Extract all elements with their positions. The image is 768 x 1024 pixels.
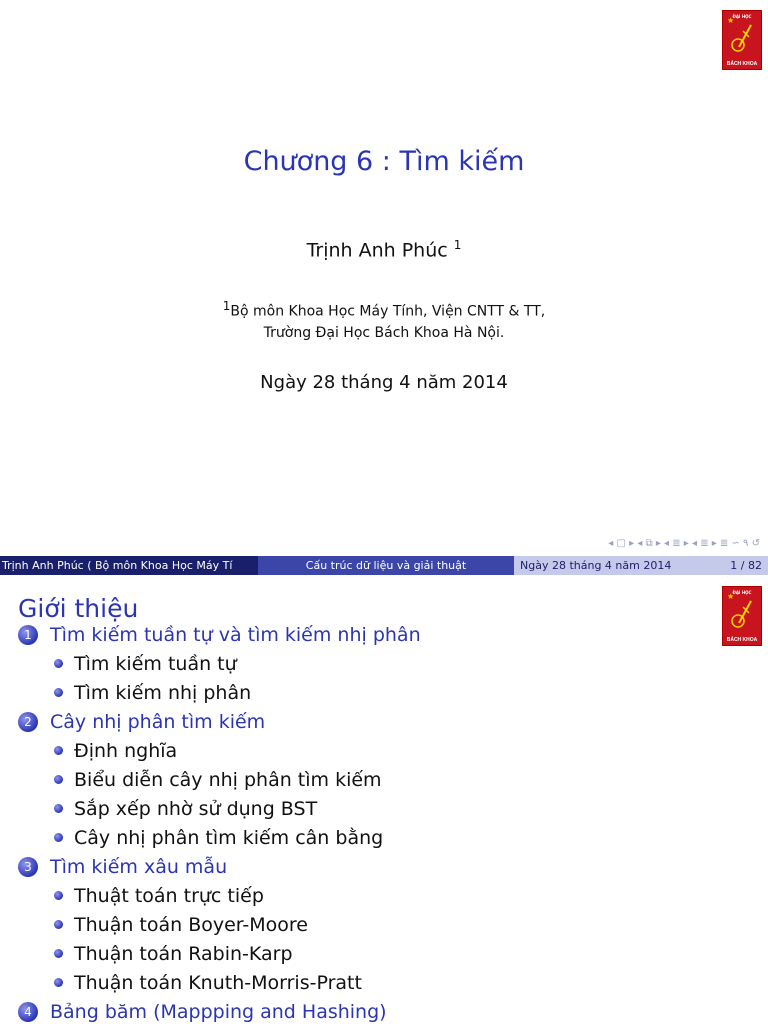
footer-date: Ngày 28 tháng 4 năm 2014	[520, 559, 672, 572]
toc-subsection[interactable]	[18, 910, 421, 939]
slide-title: Chương 6 : Tìm kiếm	[243, 146, 525, 177]
footer-page-number: 1 / 82	[730, 559, 762, 572]
section-number-badge: 2	[18, 712, 38, 732]
affiliation	[0, 296, 768, 344]
toc-subsection[interactable]	[18, 939, 421, 968]
author-footnote-mark: 1	[453, 238, 462, 252]
star-icon: ★	[727, 592, 735, 601]
footer-course: Cấu trúc dữ liệu và giải thuật	[258, 556, 514, 575]
toc-subsection[interactable]	[18, 794, 421, 823]
toc-section-1[interactable]	[18, 620, 421, 649]
subsection-title: Sắp xếp nhờ sử dụng BST	[74, 797, 318, 820]
toc-subsection[interactable]	[18, 678, 421, 707]
logo-university-text: ĐẠI HỌC	[732, 590, 752, 595]
bullet-icon	[54, 804, 63, 813]
subsection-title: Thuận toán Rabin-Karp	[74, 942, 293, 965]
bullet-icon	[54, 688, 63, 697]
toc-subsection[interactable]	[18, 823, 421, 852]
bullet-icon	[54, 746, 63, 755]
logo-name-text: BÁCH KHOA	[726, 637, 758, 643]
subsection-title: Biểu diễn cây nhị phân tìm kiếm	[74, 768, 382, 791]
affiliation-line-2: Trường Đại Học Bách Khoa Hà Nội.	[263, 324, 505, 341]
section-number-badge: 3	[18, 857, 38, 877]
torch-icon	[729, 23, 757, 57]
table-of-contents	[18, 620, 421, 1024]
affiliation-footnote-mark: 1	[222, 299, 231, 313]
footer-date-page	[514, 556, 768, 575]
subsection-title: Định nghĩa	[74, 739, 178, 762]
bullet-icon	[54, 920, 63, 929]
bullet-icon	[54, 775, 63, 784]
section-number-badge: 4	[18, 1002, 38, 1022]
bullet-icon	[54, 978, 63, 987]
subsection-title: Tìm kiếm nhị phân	[74, 681, 252, 704]
toc-section-2[interactable]	[18, 707, 421, 736]
frame-title: Giới thiệu	[18, 594, 139, 623]
outline-slide	[0, 578, 768, 1024]
author-line	[0, 238, 768, 261]
section-title: Tìm kiếm tuần tự và tìm kiếm nhị phân	[50, 623, 421, 646]
logo-name-text: BÁCH KHOA	[726, 61, 758, 67]
beamer-navigation-icons[interactable]: ◂ ▢ ▸ ◂ ⧉ ▸ ◂ ≣ ▸ ◂ ≣ ▸ ≣ ∽ ۹ ↺	[608, 538, 760, 549]
toc-section-4[interactable]	[18, 997, 421, 1024]
toc-subsection[interactable]	[18, 765, 421, 794]
university-logo	[722, 586, 762, 646]
bullet-icon	[54, 659, 63, 668]
subsection-title: Cây nhị phân tìm kiếm cân bằng	[74, 826, 384, 849]
subsection-title: Thuận toán Knuth-Morris-Pratt	[74, 971, 362, 994]
toc-subsection[interactable]	[18, 736, 421, 765]
bullet-icon	[54, 833, 63, 842]
section-number-badge: 1	[18, 625, 38, 645]
section-title: Cây nhị phân tìm kiếm	[50, 710, 266, 733]
toc-subsection[interactable]	[18, 649, 421, 678]
presentation-date: Ngày 28 tháng 4 năm 2014	[260, 372, 508, 393]
bullet-icon	[54, 891, 63, 900]
logo-university-text: ĐẠI HỌC	[732, 14, 752, 19]
toc-subsection[interactable]	[18, 881, 421, 910]
author-name: Trịnh Anh Phúc	[306, 239, 448, 262]
slide-footer	[0, 556, 768, 575]
affiliation-line-1: Bộ môn Khoa Học Máy Tính, Viện CNTT & TT,	[230, 303, 546, 320]
footer-author: Trịnh Anh Phúc ( Bộ môn Khoa Học Máy Tí	[0, 556, 258, 575]
toc-section-3[interactable]	[18, 852, 421, 881]
toc-subsection[interactable]	[18, 968, 421, 997]
section-title: Bảng băm (Mappping and Hashing)	[50, 1000, 387, 1023]
torch-icon	[729, 599, 757, 633]
subsection-title: Thuận toán Boyer-Moore	[74, 913, 308, 936]
subsection-title: Tìm kiếm tuần tự	[74, 652, 237, 675]
subsection-title: Thuật toán trực tiếp	[74, 884, 264, 907]
star-icon: ★	[727, 16, 735, 25]
section-title: Tìm kiếm xâu mẫu	[50, 855, 228, 878]
bullet-icon	[54, 949, 63, 958]
university-logo	[722, 10, 762, 70]
